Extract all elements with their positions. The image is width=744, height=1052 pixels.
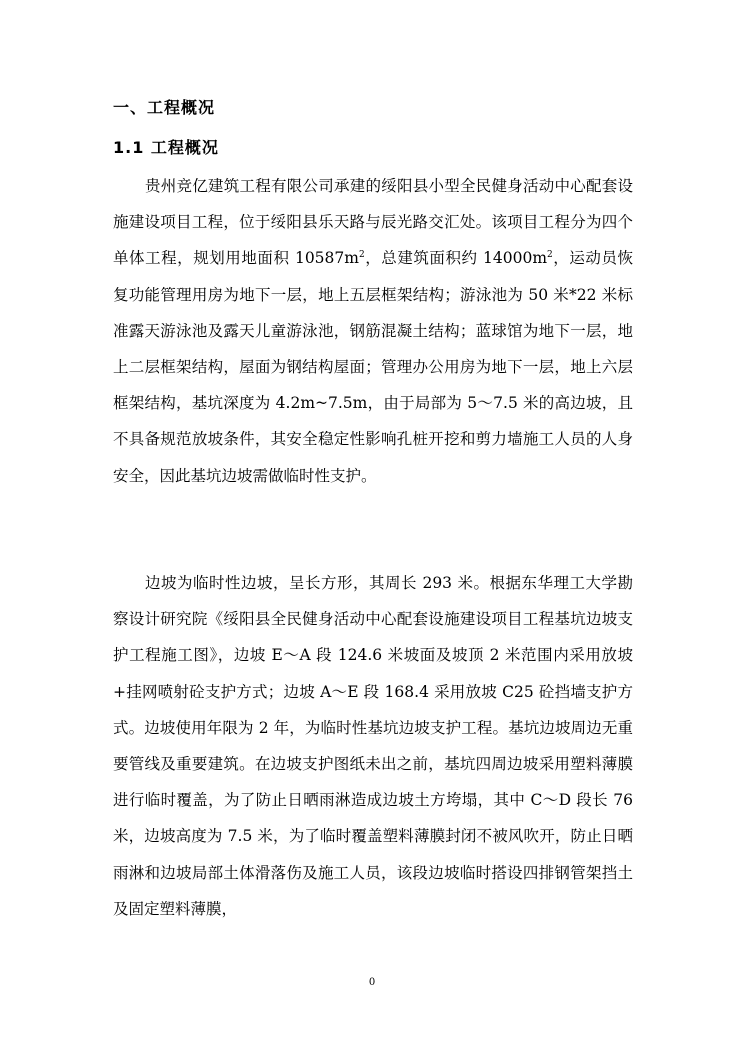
subsection-heading: 1.1 工程概况 — [113, 138, 219, 157]
paragraph-project-overview — [113, 168, 633, 494]
paragraph-slope-description: 边坡为临时性边坡，呈长方形，其周长 293 米。根据东华理工大学勘察设计研究院《绥阳县全民健身活动中心配套设施建设项目工程基坑边坡支护工程施工图》，边坡 E～A 段 124.6 米坡面及坡顶 2 米范围内采用放坡+挂网喷射砼支护方式；边坡 A～E 段 168.4 采用放坡 C25 砼挡墙支护方式。边坡使用年限为 2 年，为临时性基坑边坡支护工程。基坑边坡周边无重要管线及重要建筑。在边坡支护图纸未出之前，基坑四周边坡采用塑料薄膜进行临时覆盖，为了防止日晒雨淋造成边坡土方垮塌，其中 C～D 段长 76 米，边坡高度为 7.5 米，为了临时覆盖塑料薄膜封闭不被风吹开，防止日晒雨淋和边坡局部土体滑落伤及施工人员，该段边坡临时搭设四排钢管架挡土及固定塑料薄膜， — [113, 574, 633, 918]
page-number: 0 — [368, 977, 376, 988]
superscript: 2 — [547, 250, 553, 261]
superscript: 2 — [358, 250, 365, 261]
section-heading: 一、工程概况 — [113, 98, 216, 117]
paragraph-text: ，运动员恢复功能管理用房为地下一层，地上五层框架结构；游泳池为 50 米*22 米标准露天游泳池及露天儿童游泳池，钢筋混凝土结构；蓝球馆为地下一层，地上二层框架结构，屋面为钢结构屋面；管理办公用房为地下一层，地上六层框架结构，基坑深度为 4.2m~7.5m，由于局部为 5～7.5 米的高边坡，且不具备规范放坡条件，其安全稳定性影响孔桩开挖和剪力墙施工人员的人身安全，因此基坑边坡需做临时性支护。 — [113, 249, 633, 485]
paragraph-text: 贵州竞亿建筑工程有限公司承建的绥阳县小型全民健身活动中心配套设施建设项目工程，位于绥阳县乐天路与辰光路交汇处。该项目工程分为四个单体工程，规划用地面积 10587m — [113, 177, 633, 268]
paragraph-text: ，总建筑面积约 14000m — [364, 249, 548, 268]
